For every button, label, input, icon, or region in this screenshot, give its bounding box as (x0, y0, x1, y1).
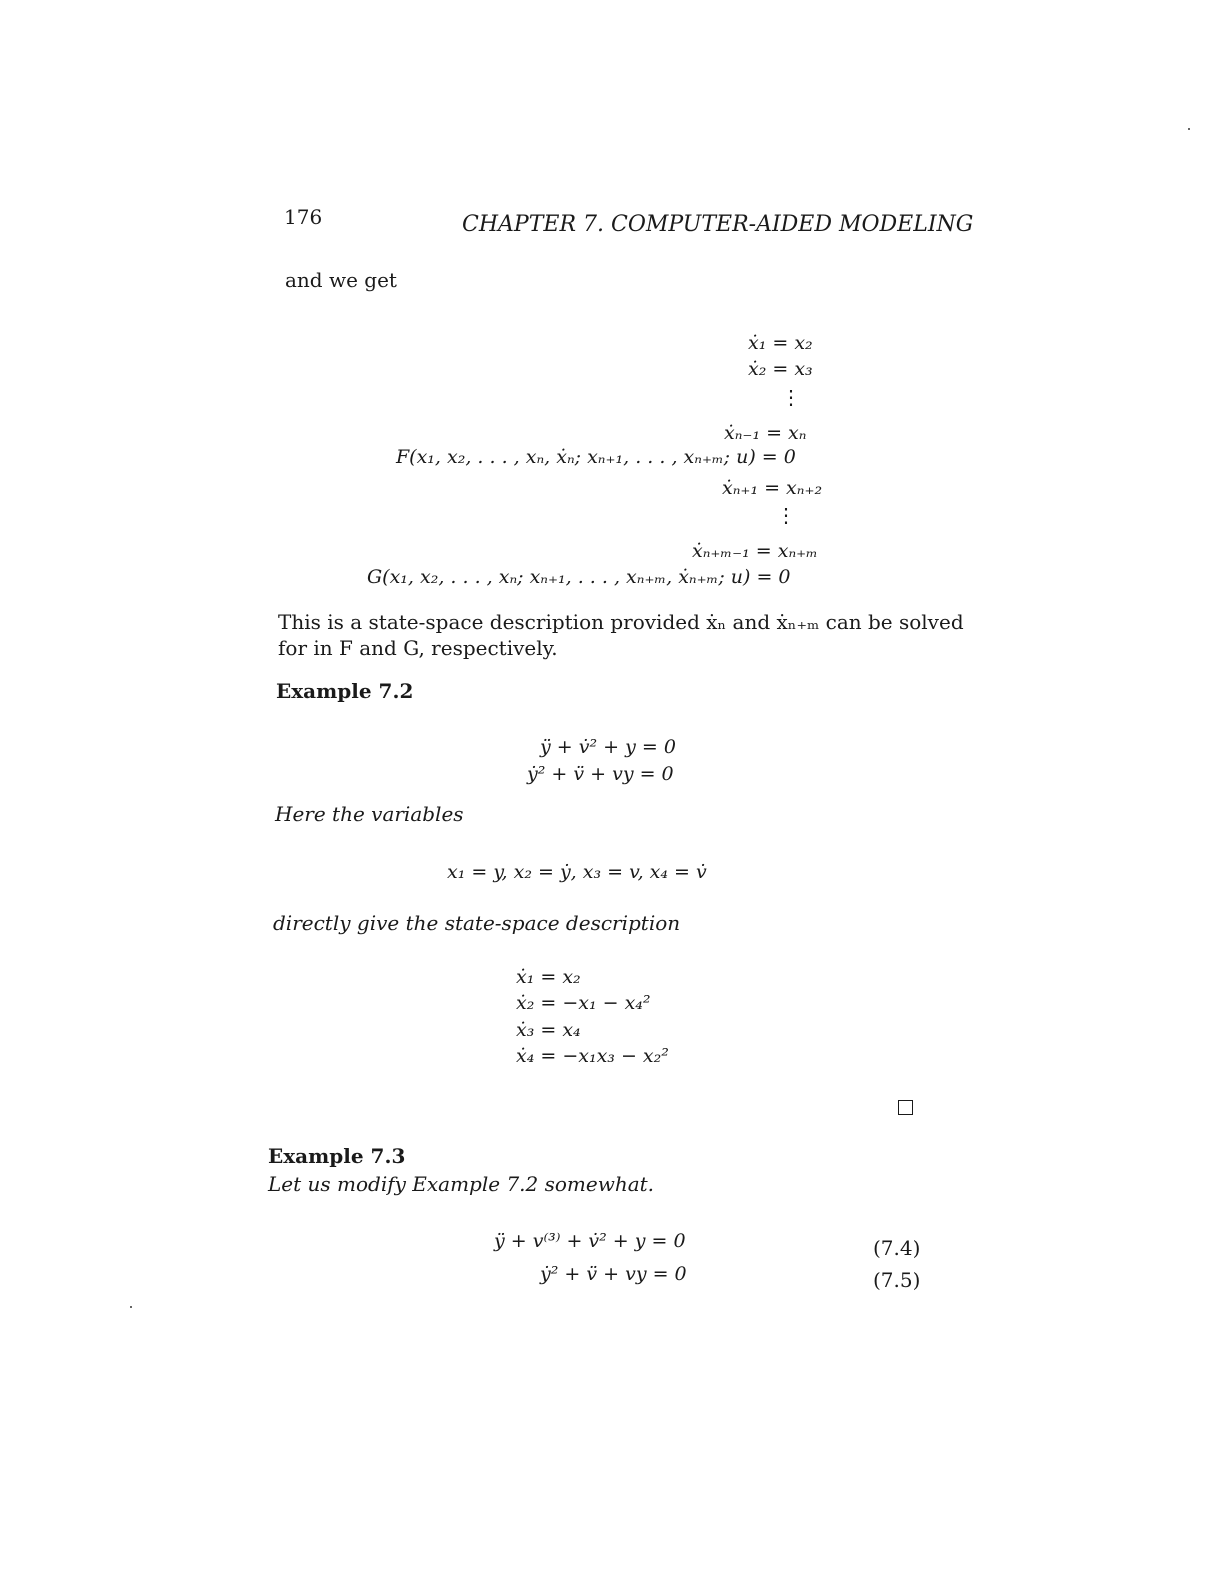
end-of-example-box (898, 1100, 913, 1115)
example-heading: Example 7.3 (268, 1144, 406, 1168)
example-heading: Example 7.2 (276, 679, 414, 703)
equation-xn+1dot: ẋₙ₊₁ = xₙ₊₂ (722, 477, 823, 499)
vertical-dots: ⋮ (781, 385, 801, 409)
scan-speck (130, 1306, 132, 1308)
body-text: Let us modify Example 7.2 somewhat. (268, 1172, 655, 1196)
page-number: 176 (284, 205, 323, 229)
equation-xn-1dot: ẋₙ₋₁ = xₙ (724, 422, 807, 444)
state-equation: ẋ₃ = x₄ (516, 1019, 581, 1041)
state-equation: ẋ₁ = x₂ (516, 966, 581, 988)
vertical-dots: ⋮ (776, 503, 796, 527)
intro-text: and we get (285, 268, 397, 292)
equation-xn+m-1dot: ẋₙ₊ₘ₋₁ = xₙ₊ₘ (692, 540, 818, 562)
equation: ÿ + v̇² + y = 0 (540, 736, 676, 758)
variable-definitions: x₁ = y, x₂ = ẏ, x₃ = v, x₄ = v̇ (447, 861, 707, 883)
equation-number: (7.5) (873, 1268, 921, 1292)
paragraph-line: This is a state-space description provided ẋₙ and ẋₙ₊ₘ can be solved (278, 610, 964, 634)
equation-number: (7.4) (873, 1236, 921, 1260)
paragraph-line: for in F and G, respectively. (278, 636, 558, 660)
state-equation: ẋ₄ = −x₁x₃ − x₂² (516, 1045, 669, 1067)
body-text: directly give the state-space description (273, 911, 681, 935)
equation-F: F(x₁, x₂, . . . , xₙ, ẋₙ; xₙ₊₁, . . . , xₙ₊ₘ; u) = 0 (396, 446, 796, 468)
body-text: Here the variables (275, 802, 464, 826)
equation-G: G(x₁, x₂, . . . , xₙ; xₙ₊₁, . . . , xₙ₊ₘ, ẋₙ₊ₘ; u) = 0 (367, 566, 791, 588)
equation-x2dot: ẋ₂ = x₃ (748, 358, 813, 380)
scan-speck (1188, 128, 1190, 130)
running-title: CHAPTER 7. COMPUTER-AIDED MODELING (462, 212, 974, 237)
equation: ÿ + v⁽³⁾ + v̇² + y = 0 (494, 1230, 686, 1252)
equation: ẏ² + v̈ + vy = 0 (540, 1263, 687, 1285)
equation-x1dot: ẋ₁ = x₂ (748, 332, 813, 354)
equation: ẏ² + v̈ + vy = 0 (527, 763, 674, 785)
state-equation: ẋ₂ = −x₁ − x₄² (516, 992, 651, 1014)
